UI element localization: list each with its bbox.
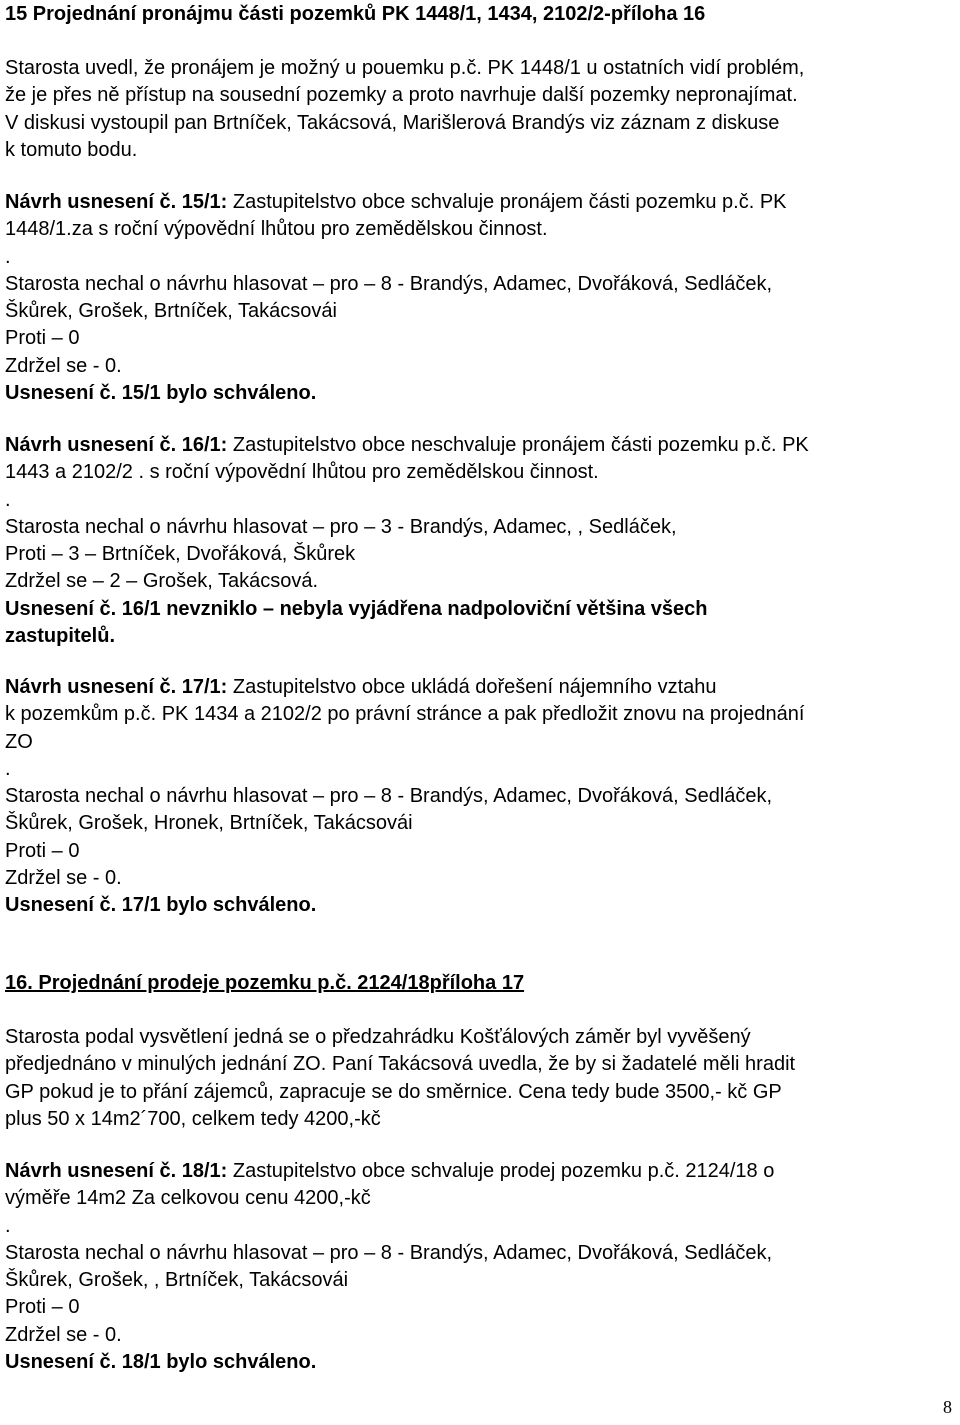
separator-dot: . — [5, 1214, 11, 1237]
proposal-line — [5, 432, 809, 459]
resolution-result: Usnesení č. 17/1 bylo schváleno. — [5, 894, 317, 917]
proposal-label: Návrh usnesení č. — [5, 434, 177, 456]
page-number: 8 — [943, 1396, 952, 1417]
proposal-label: Návrh usnesení č. — [5, 1160, 177, 1182]
proposal-text: 1448/1.za s roční výpovědní lhůtou pro zemědělskou činnost. — [5, 218, 548, 241]
section-16-intro — [5, 1024, 795, 1133]
vote-for: Starosta nechal o návrhu hlasovat – pro – 8 - Brandýs, Adamec, Dvořáková, Sedláček, — [5, 272, 773, 295]
section-16-heading: 16. Projednání prodeje pozemku p.č. 2124/18příloha 17 — [5, 972, 525, 994]
proposal-text: Zastupitelstvo obce ukládá dořešení nájemního vztahu — [227, 676, 717, 698]
proposal-number: 15/1: — [176, 191, 228, 213]
resolution-17 — [5, 674, 804, 920]
proposal-text: 1443 a 2102/2 . s roční výpovědní lhůtou pro zemědělskou činnost. — [5, 461, 599, 484]
vote-abstain: Zdržel se - 0. — [5, 1323, 122, 1346]
resolution-16 — [5, 432, 809, 650]
proposal-text: Zastupitelstvo obce schvaluje pronájem části pozemku p.č. PK — [227, 191, 787, 213]
intro-line: k tomuto bodu. — [5, 138, 138, 161]
proposal-line — [5, 189, 787, 216]
intro-line: předjednáno v minulých jednání ZO. Paní Takácsová uvedla, že by si žadatelé měli hradit — [5, 1053, 796, 1076]
section-15-heading: 15 Projednání pronájmu části pozemků PK 1448/1, 1434, 2102/2-příloha 16 — [5, 3, 706, 25]
vote-abstain: Zdržel se – 2 – Grošek, Takácsová. — [5, 570, 319, 593]
separator-dot: . — [5, 245, 11, 268]
intro-line: plus 50 x 14m2´700, celkem tedy 4200,-kč — [5, 1107, 381, 1130]
vote-abstain: Zdržel se - 0. — [5, 354, 122, 377]
proposal-label: Návrh usnesení č. — [5, 191, 177, 213]
vote-for-names: Škůrek, Grošek, , Brtníček, Takácsovái — [5, 1269, 349, 1292]
vote-for: Starosta nechal o návrhu hlasovat – pro – 3 - Brandýs, Adamec, , Sedláček, — [5, 515, 677, 538]
proposal-text: Zastupitelstvo obce neschvaluje pronájem části pozemku p.č. PK — [227, 434, 809, 456]
vote-for: Starosta nechal o návrhu hlasovat – pro – 8 - Brandýs, Adamec, Dvořáková, Sedláček, — [5, 1241, 773, 1264]
intro-line: že je přes ně přístup na sousední pozemky a proto navrhuje další pozemky nepronajímat. — [5, 84, 798, 107]
proposal-text: Zastupitelstvo obce schvaluje prodej pozemku p.č. 2124/18 o — [227, 1160, 775, 1182]
section-15-intro — [5, 55, 804, 164]
resolution-result: Usnesení č. 15/1 bylo schváleno. — [5, 382, 317, 405]
proposal-number: 18/1: — [176, 1160, 228, 1182]
resolution-18 — [5, 1158, 774, 1376]
vote-against: Proti – 0 — [5, 839, 80, 862]
vote-abstain: Zdržel se - 0. — [5, 867, 122, 890]
vote-against: Proti – 3 – Brtníček, Dvořáková, Škůrek — [5, 543, 356, 566]
proposal-text: ZO — [5, 730, 33, 753]
proposal-label: Návrh usnesení č. — [5, 676, 177, 698]
vote-against: Proti – 0 — [5, 1296, 80, 1319]
vote-for: Starosta nechal o návrhu hlasovat – pro – 8 - Brandýs, Adamec, Dvořáková, Sedláček, — [5, 785, 773, 808]
intro-line: GP pokud je to přání zájemců, zapracuje se do směrnice. Cena tedy bude 3500,- kč GP — [5, 1080, 782, 1103]
proposal-number: 17/1: — [176, 676, 228, 698]
resolution-result: Usnesení č. 18/1 bylo schváleno. — [5, 1351, 317, 1374]
vote-against: Proti – 0 — [5, 327, 80, 350]
resolution-result: Usnesení č. 16/1 nevzniklo – nebyla vyjádřena nadpoloviční většina všech — [5, 597, 708, 620]
intro-line: Starosta uvedl, že pronájem je možný u pouemku p.č. PK 1448/1 u ostatních vidí problém, — [5, 57, 805, 79]
vote-for-names: Škůrek, Grošek, Brtníček, Takácsovái — [5, 300, 337, 323]
proposal-text: k pozemkům p.č. PK 1434 a 2102/2 po právní stránce a pak předložit znovu na projednání — [5, 703, 805, 726]
vote-for-names: Škůrek, Grošek, Hronek, Brtníček, Takácsovái — [5, 812, 413, 835]
proposal-line — [5, 1158, 774, 1185]
separator-dot: . — [5, 757, 11, 780]
intro-line: Starosta podal vysvětlení jedná se o předzahrádku Košťálových záměr byl vyvěšený — [5, 1026, 751, 1048]
proposal-number: 16/1: — [176, 434, 228, 456]
proposal-text: výměře 14m2 Za celkovou cenu 4200,-kč — [5, 1187, 371, 1210]
separator-dot: . — [5, 488, 11, 511]
proposal-line — [5, 674, 804, 701]
intro-line: V diskusi vystoupil pan Brtníček, Takácsová, Marišlerová Brandýs viz záznam z diskuse — [5, 111, 780, 134]
resolution-result: zastupitelů. — [5, 625, 116, 648]
resolution-15 — [5, 189, 787, 407]
